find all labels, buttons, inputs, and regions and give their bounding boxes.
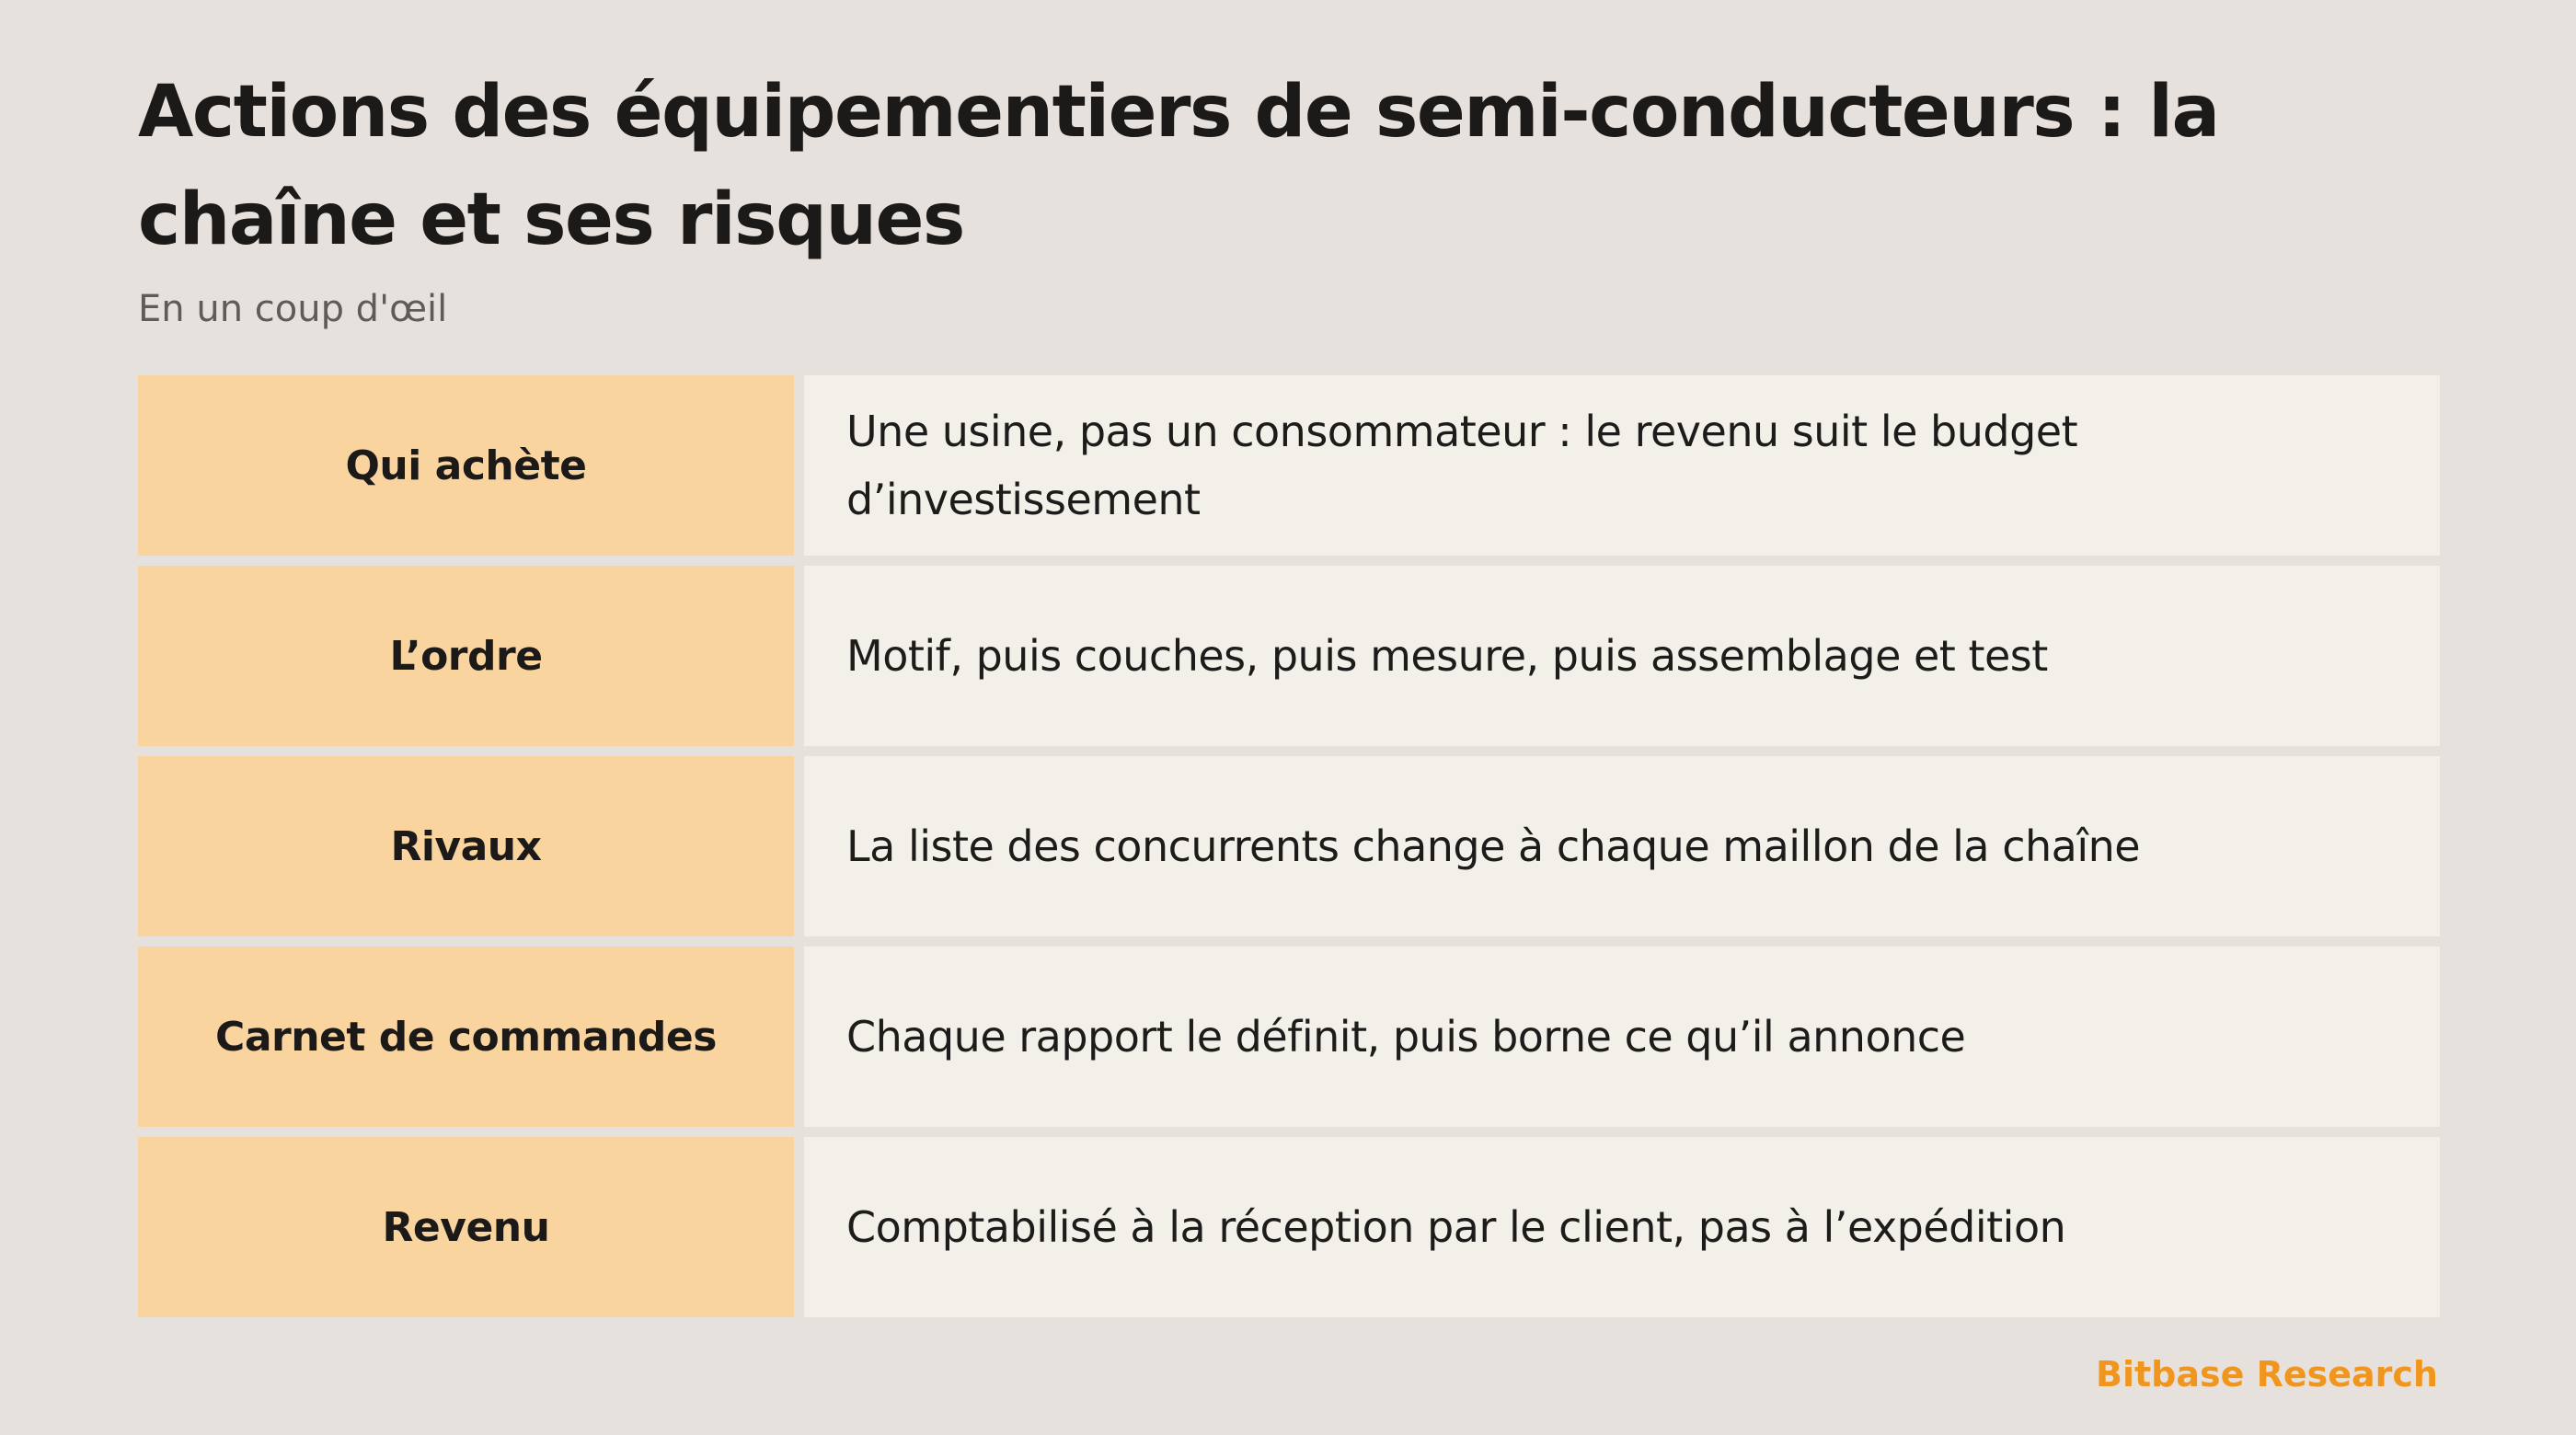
row-value: Comptabilisé à la réception par le client, pas à l’expédition	[804, 1137, 2440, 1317]
row-value: La liste des concurrents change à chaque maillon de la chaîne	[804, 756, 2440, 936]
row-value: Motif, puis couches, puis mesure, puis assemblage et test	[804, 566, 2440, 746]
row-value: Chaque rapport le définit, puis borne ce qu’il annonce	[804, 947, 2440, 1127]
table-row	[138, 566, 2440, 746]
row-label: Qui achète	[138, 375, 794, 556]
row-label: L’ordre	[138, 566, 794, 746]
table-row	[138, 947, 2440, 1127]
row-label: Carnet de commandes	[138, 947, 794, 1127]
page-title: Actions des équipementiers de semi-conducteurs : la chaîne et ses risques	[138, 71, 2219, 261]
page-subtitle: En un coup d'œil	[138, 288, 448, 330]
table-row	[138, 756, 2440, 936]
table-row	[138, 1137, 2440, 1317]
row-label: Rivaux	[138, 756, 794, 936]
table-row	[138, 375, 2440, 556]
row-value: Une usine, pas un consommateur : le revenu suit le budget d’investissement	[804, 375, 2440, 556]
summary-table	[138, 375, 2440, 1317]
row-label: Revenu	[138, 1137, 794, 1317]
brand-footer: Bitbase Research	[2095, 1354, 2438, 1395]
